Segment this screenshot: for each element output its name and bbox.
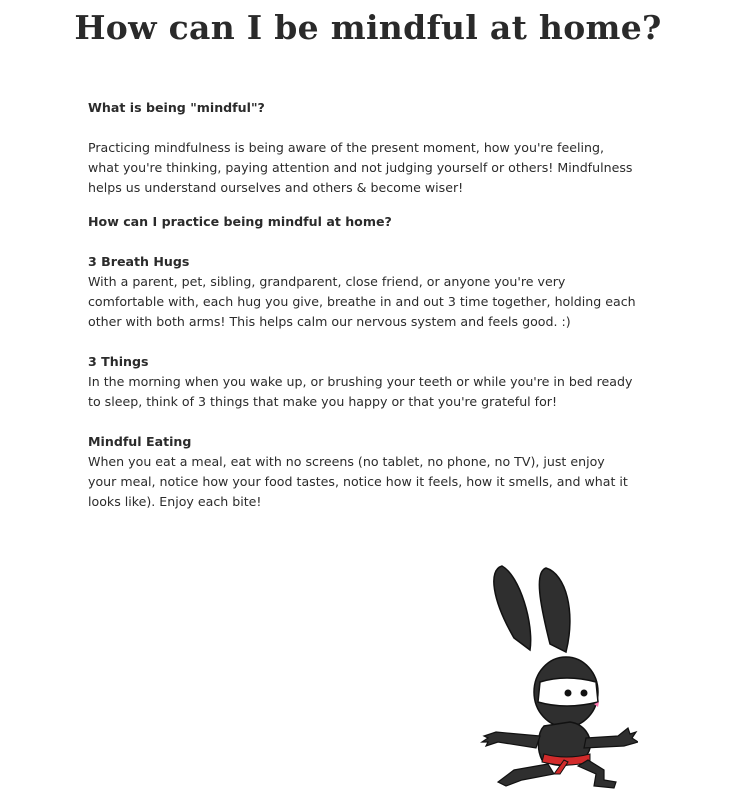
- right-arm: [584, 728, 638, 748]
- left-leg: [498, 764, 554, 786]
- right-leg: [578, 760, 616, 788]
- intro-question: What is being "mindful"?: [88, 100, 265, 115]
- section-text-mindful-eating: When you eat a meal, eat with no screens (no tablet, no phone, no TV), just enjoy your meal, notice how your food tastes, notice how it feels, how it smells, and what it looks like). Enjoy each bite!: [88, 454, 628, 509]
- document-body: [88, 98, 636, 512]
- eye-left: [565, 690, 572, 697]
- ninja-bunny-illustration: [478, 560, 638, 792]
- practice-heading: How can I practice being mindful at home?: [88, 214, 392, 229]
- spacer: [88, 118, 636, 138]
- section-text-breath-hugs: With a parent, pet, sibling, grandparent, close friend, or anyone you're very comfortable with, each hug you give, breathe in and out 3 time together, holding each other with both arms! This helps calm our nervous system and feels good. :): [88, 274, 636, 329]
- section-text-3-things: In the morning when you wake up, or brushing your teeth or while you're in bed ready to sleep, think of 3 things that make you happy or that you're grateful for!: [88, 374, 633, 409]
- section-title-breath-hugs: 3 Breath Hugs: [88, 254, 190, 269]
- eye-right: [581, 690, 588, 697]
- intro-text: Practicing mindfulness is being aware of the present moment, how you're feeling, what you're thinking, paying attention and not judging yourself or others! Mindfulness helps us understand ourselves and others & become wiser!: [88, 140, 633, 195]
- spacer: [88, 332, 636, 352]
- spacer: [88, 232, 636, 252]
- spacer: [88, 198, 636, 212]
- section-title-3-things: 3 Things: [88, 354, 149, 369]
- spacer: [88, 412, 636, 432]
- right-ear: [539, 568, 570, 652]
- left-ear: [494, 566, 531, 650]
- page-title: How can I be mindful at home?: [74, 8, 662, 47]
- section-title-mindful-eating: Mindful Eating: [88, 434, 192, 449]
- left-arm: [482, 732, 540, 748]
